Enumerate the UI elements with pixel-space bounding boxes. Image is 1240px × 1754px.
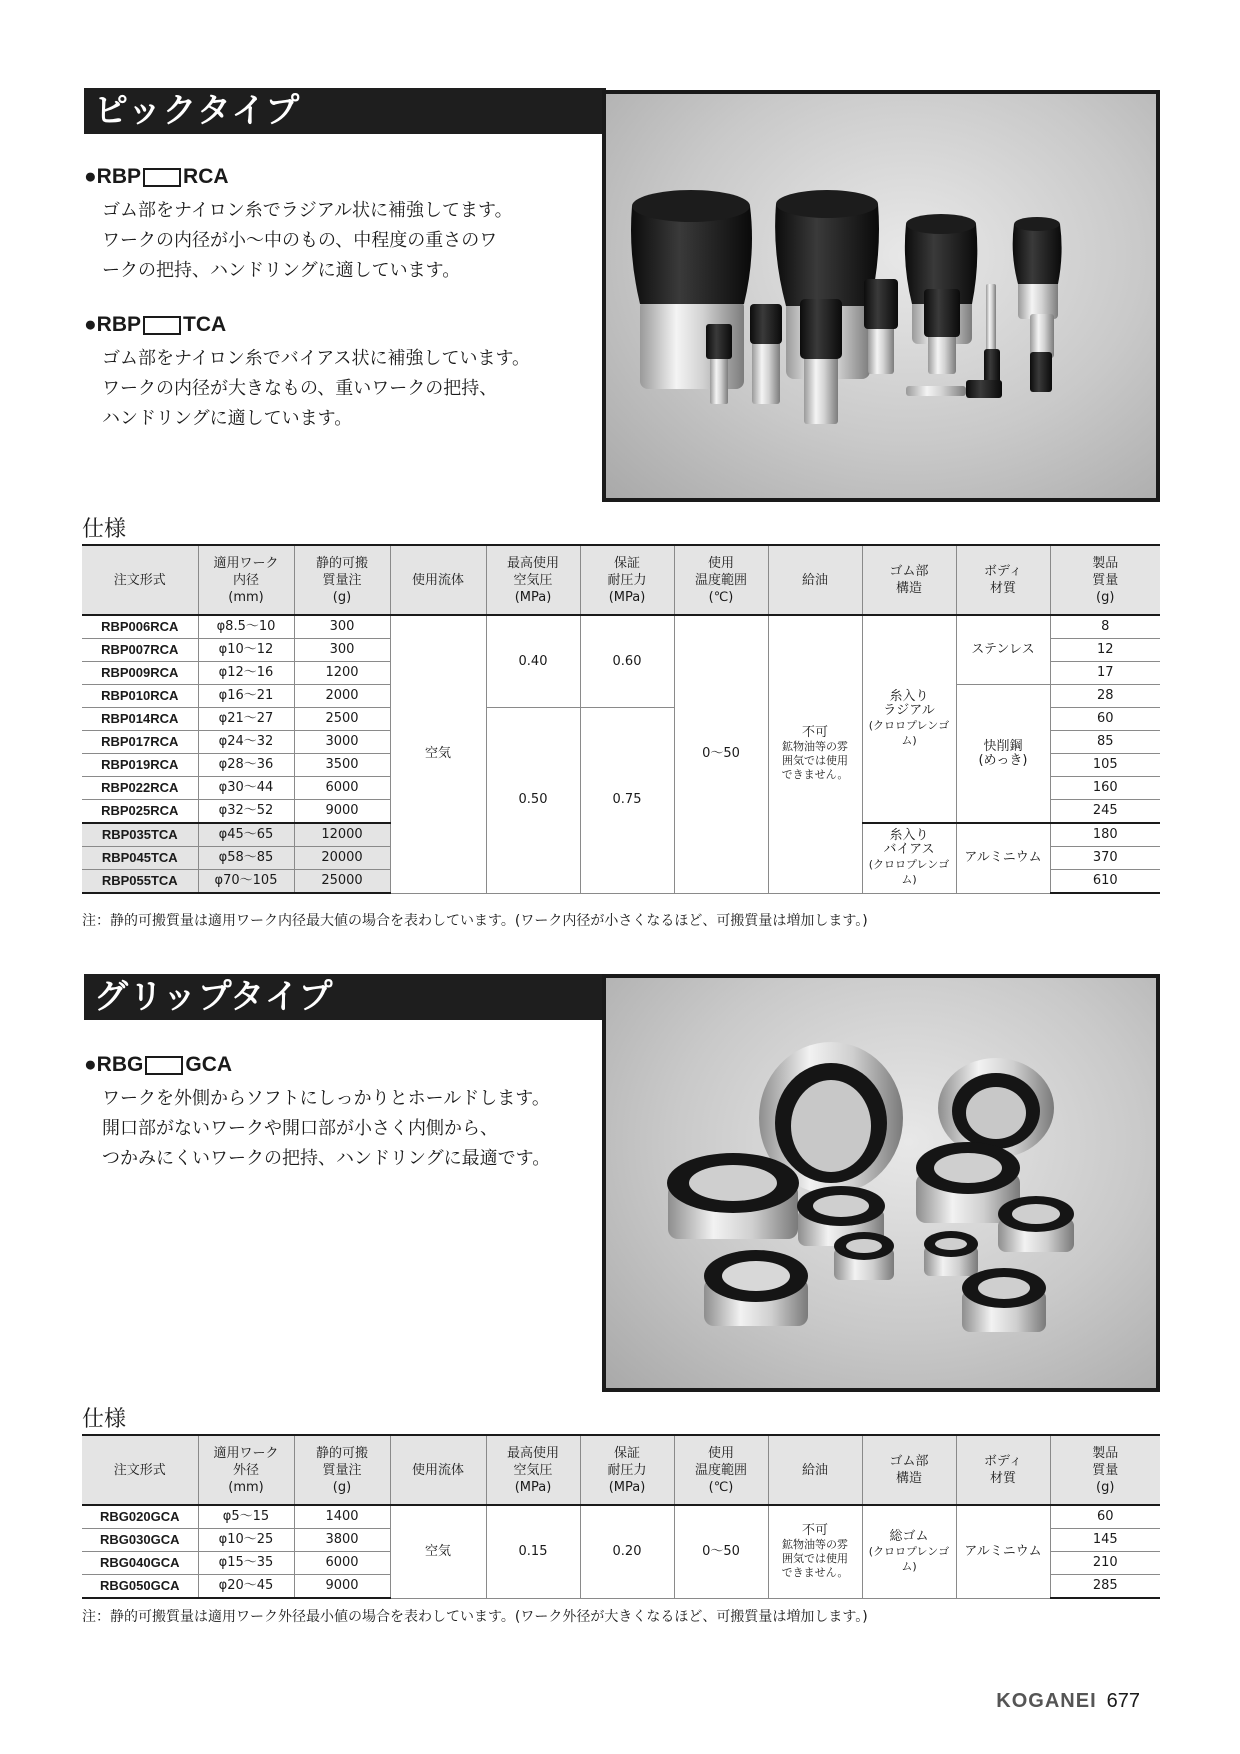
table-row [82,615,1160,639]
header-payload: 静的可搬 質量注 (g) [294,545,390,615]
header-fluid: 使用流体 [390,545,486,615]
cell-model: RBP009RCA [82,662,198,685]
cell-range: φ58～85 [198,847,294,870]
cell-mass: 60 [1050,1505,1160,1529]
cell-mass: 245 [1050,800,1160,824]
grip-spec-table [82,1434,1160,1599]
header-rubber: ゴム部 構造 [862,545,956,615]
cell-oil: 不可 鉱物油等の雰 囲気では使用 できません。 [768,615,862,893]
model-placeholder-box [143,168,181,187]
grip-product-photo [602,974,1160,1392]
cell-payload: 3500 [294,754,390,777]
cell-body-aluminium: アルミニウム [956,823,1050,893]
cell-mass: 370 [1050,847,1160,870]
cell-mass: 105 [1050,754,1160,777]
cell-model: RBP022RCA [82,777,198,800]
cell-mass: 12 [1050,639,1160,662]
cell-mass: 160 [1050,777,1160,800]
header-pressure: 最高使用 空気圧 (MPa) [486,545,580,615]
pick-product-photo [602,90,1160,502]
cell-rubber: 総ゴム (クロロプレンゴム) [862,1505,956,1598]
cell-range: φ24～32 [198,731,294,754]
desc-line: ゴム部をナイロン糸でラジアル状に補強してます。 [102,200,513,221]
grip-model-gca-description [102,1084,572,1174]
cell-payload: 3800 [294,1529,390,1552]
cell-range: φ12～16 [198,662,294,685]
cell-range: φ28～36 [198,754,294,777]
grip-footnote: 注：静的可搬質量は適用ワーク外径最小値の場合を表わしています。(ワーク外径が大きくなるほど、可搬質量は増加します。) [82,1609,868,1625]
pick-grippers-illustration [606,94,1156,498]
cell-range: φ5～15 [198,1505,294,1529]
pick-model-rca-heading [84,165,229,189]
cell-mass: 145 [1050,1529,1160,1552]
cell-payload: 300 [294,639,390,662]
cell-rubber-bias: 糸入り バイアス (クロロプレンゴム) [862,823,956,893]
cell-model: RBG020GCA [82,1505,198,1529]
cell-range: φ32～52 [198,800,294,824]
desc-line: ゴム部をナイロン糸でバイアス状に補強しています。 [102,348,531,369]
header-body: ボディ 材質 [956,545,1050,615]
header-temp: 使用 温度範囲 (℃) [674,545,768,615]
header-model: 注文形式 [82,1435,198,1505]
page-footer [996,1690,1140,1713]
cell-model: RBG050GCA [82,1575,198,1599]
header-temp: 使用 温度範囲 (℃) [674,1435,768,1505]
desc-line: ハンドリングに適しています。 [102,408,353,429]
cell-model: RBG040GCA [82,1552,198,1575]
cell-pressure: 0.15 [486,1505,580,1598]
cell-payload: 20000 [294,847,390,870]
header-mass: 製品 質量 (g) [1050,1435,1160,1505]
cell-temp: 0～50 [674,615,768,893]
model-prefix: ●RBG [84,1053,144,1076]
header-fluid: 使用流体 [390,1435,486,1505]
model-suffix: TCA [183,313,227,336]
cell-range: φ16～21 [198,685,294,708]
cell-payload: 25000 [294,870,390,894]
cell-temp: 0～50 [674,1505,768,1598]
cell-proof: 0.20 [580,1505,674,1598]
cell-range: φ20～45 [198,1575,294,1599]
cell-payload: 3000 [294,731,390,754]
cell-mass: 17 [1050,662,1160,685]
cell-pressure: 0.40 [486,615,580,708]
pick-spec-label: 仕様 [82,517,127,542]
cell-payload: 12000 [294,823,390,847]
cell-mass: 60 [1050,708,1160,731]
cell-model: RBP035TCA [82,823,198,847]
table-header-row [82,545,1160,615]
page-number: 677 [1106,1690,1140,1712]
cell-model: RBP007RCA [82,639,198,662]
cell-payload: 2500 [294,708,390,731]
model-prefix: ●RBP [84,165,142,188]
header-range: 適用ワーク 内径 (mm) [198,545,294,615]
model-prefix: ●RBP [84,313,142,336]
cell-model: RBG030GCA [82,1529,198,1552]
cell-range: φ8.5～10 [198,615,294,639]
cell-payload: 300 [294,615,390,639]
cell-mass: 210 [1050,1552,1160,1575]
grip-rings-illustration [606,978,1156,1388]
table-header-row [82,1435,1160,1505]
header-model: 注文形式 [82,545,198,615]
cell-body-free-cutting: 快削鋼 (めっき) [956,685,1050,824]
model-suffix: GCA [185,1053,233,1076]
cell-model: RBP010RCA [82,685,198,708]
header-mass: 製品 質量 (g) [1050,545,1160,615]
cell-mass: 85 [1050,731,1160,754]
cell-model: RBP014RCA [82,708,198,731]
cell-rubber-radial: 糸入り ラジアル (クロロプレンゴム) [862,615,956,823]
cell-payload: 1400 [294,1505,390,1529]
cell-payload: 9000 [294,800,390,824]
cell-range: φ45～65 [198,823,294,847]
model-placeholder-box [145,1056,183,1075]
cell-pressure: 0.50 [486,708,580,894]
cell-model: RBP025RCA [82,800,198,824]
header-pressure: 最高使用 空気圧 (MPa) [486,1435,580,1505]
cell-payload: 1200 [294,662,390,685]
cell-range: φ70～105 [198,870,294,894]
cell-proof: 0.75 [580,708,674,894]
cell-range: φ15～35 [198,1552,294,1575]
desc-line: ワークの内径が大きなもの、重いワークの把持、 [102,378,498,399]
header-body: ボディ 材質 [956,1435,1050,1505]
cell-mass: 610 [1050,870,1160,894]
cell-payload: 9000 [294,1575,390,1599]
cell-body-stainless: ステンレス [956,615,1050,685]
pick-model-rca-description [102,196,572,286]
header-rubber: ゴム部 構造 [862,1435,956,1505]
cell-range: φ30～44 [198,777,294,800]
desc-line: ワークの内径が小～中のもの、中程度の重さのワ [102,230,498,251]
cell-range: φ10～12 [198,639,294,662]
desc-line: ークの把持、ハンドリングに適しています。 [102,260,461,281]
cell-payload: 6000 [294,1552,390,1575]
cell-model: RBP006RCA [82,615,198,639]
pick-section-title: ピックタイプ [84,88,606,134]
cell-payload: 6000 [294,777,390,800]
table-row [82,1505,1160,1529]
grip-spec-label: 仕様 [82,1407,127,1432]
brand-logo: KOGANEI [996,1690,1097,1712]
cell-fluid: 空気 [390,1505,486,1598]
cell-mass: 285 [1050,1575,1160,1599]
cell-mass: 28 [1050,685,1160,708]
grip-model-gca-heading [84,1053,232,1077]
pick-footnote: 注：静的可搬質量は適用ワーク内径最大値の場合を表わしています。(ワーク内径が小さくなるほど、可搬質量は増加します。) [82,913,868,929]
header-oil: 給油 [768,1435,862,1505]
cell-range: φ10～25 [198,1529,294,1552]
model-placeholder-box [143,316,181,335]
pick-model-tca-heading [84,313,226,337]
pick-model-tca-description [102,344,572,434]
header-proof: 保証 耐圧力 (MPa) [580,545,674,615]
cell-model: RBP055TCA [82,870,198,894]
header-proof: 保証 耐圧力 (MPa) [580,1435,674,1505]
header-oil: 給油 [768,545,862,615]
header-payload: 静的可搬 質量注 (g) [294,1435,390,1505]
cell-range: φ21～27 [198,708,294,731]
cell-body: アルミニウム [956,1505,1050,1598]
grip-section-title: グリップタイプ [84,974,606,1020]
model-suffix: RCA [183,165,229,188]
header-range: 適用ワーク 外径 (mm) [198,1435,294,1505]
cell-model: RBP045TCA [82,847,198,870]
cell-fluid: 空気 [390,615,486,893]
cell-mass: 8 [1050,615,1160,639]
cell-proof: 0.60 [580,615,674,708]
cell-mass: 180 [1050,823,1160,847]
cell-model: RBP019RCA [82,754,198,777]
cell-model: RBP017RCA [82,731,198,754]
desc-line: つかみにくいワークの把持、ハンドリングに最適です。 [102,1148,551,1169]
cell-oil: 不可 鉱物油等の雰 囲気では使用 できません。 [768,1505,862,1598]
cell-payload: 2000 [294,685,390,708]
desc-line: 開口部がないワークや開口部が小さく内側から、 [102,1118,498,1139]
desc-line: ワークを外側からソフトにしっかりとホールドします。 [102,1088,550,1109]
pick-spec-table [82,544,1160,894]
